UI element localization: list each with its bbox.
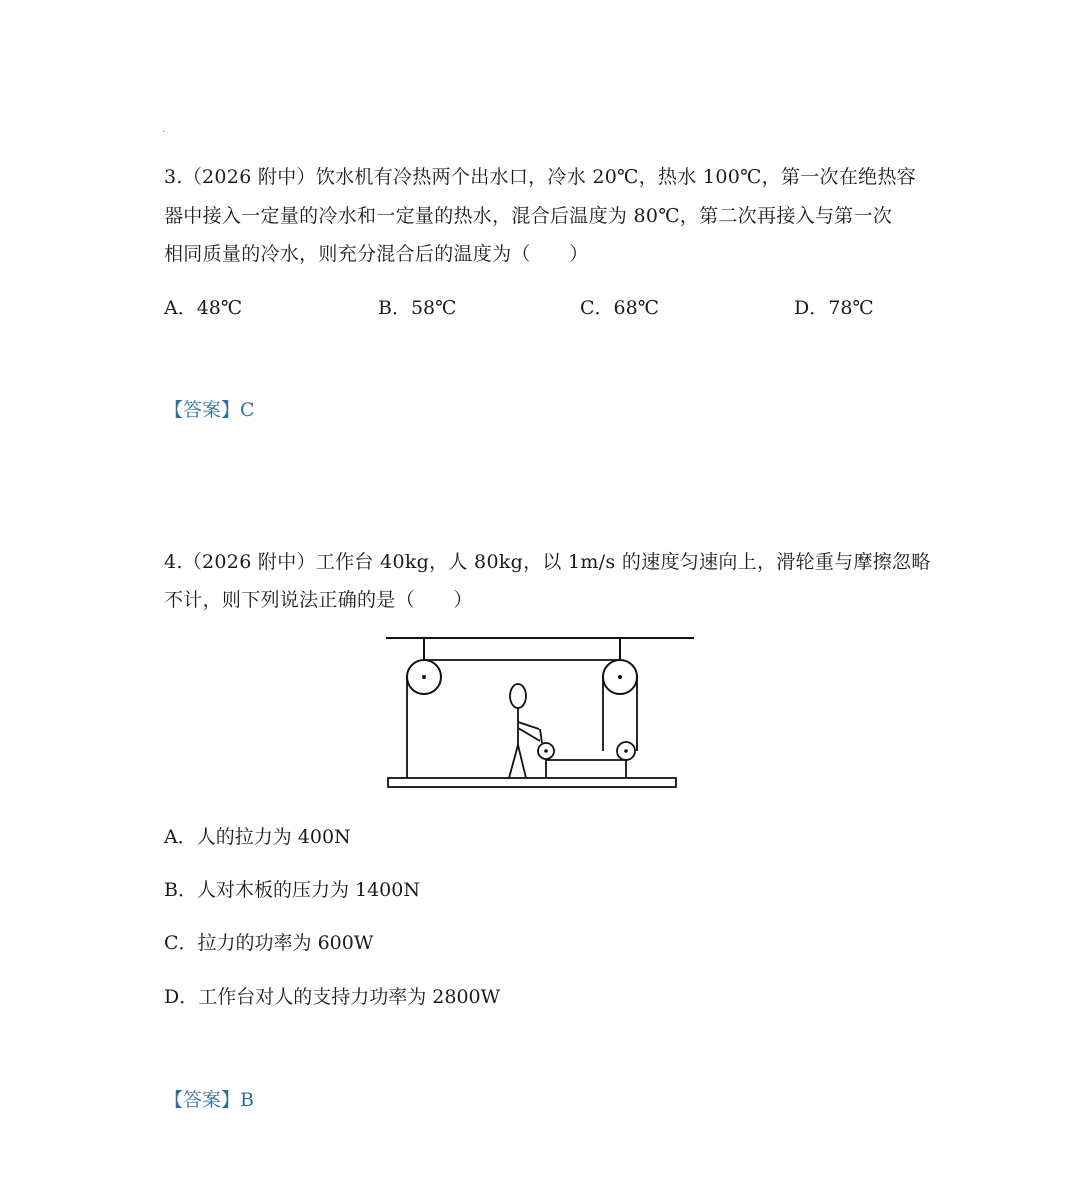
q4-stem-line-1: 4.（2026 附中）工作台 40kg，人 80kg，以 1m/s 的速度匀速向上，滑轮重与摩擦忽略 [164,551,931,573]
hand-pulley-axle [544,749,548,753]
q4-option-d: D．工作台对人的支持力功率为 2800W [164,986,501,1008]
q3-option-a: A．48℃ [164,297,243,319]
person-right-leg [518,745,526,778]
q3-stem-line-2: 器中接入一定量的冷水和一定量的热水，混合后温度为 80℃，第二次再接入与第一次 [164,205,893,227]
stray-mark: . [162,124,166,135]
q3-option-d: D．78℃ [794,297,874,319]
q4-answer: 【答案】B [164,1089,254,1111]
q4-option-a: A．人的拉力为 400N [164,826,351,848]
left-upper-pulley-axle [422,675,426,679]
person-left-leg [509,745,518,778]
q3-option-c: C．68℃ [580,297,659,319]
q3-stem-line-1: 3.（2026 附中）饮水机有冷热两个出水口，冷水 20℃，热水 100℃，第一次在绝热容 [164,166,917,188]
person-head [510,684,526,708]
lower-right-pulley-axle [624,749,628,753]
q3-option-b: B．58℃ [378,297,457,319]
q4-stem-line-2: 不计，则下列说法正确的是（ ） [164,589,473,611]
right-upper-pulley-axle [618,675,622,679]
q3-stem-line-3: 相同质量的冷水，则充分混合后的温度为（ ） [164,243,589,265]
person-upper-arm [518,722,539,729]
person-lower-arm [518,728,540,741]
q3-answer: 【答案】C [164,399,255,421]
pulley-diagram [384,630,704,794]
q4-option-c: C．拉力的功率为 600W [164,932,374,954]
person-hands [540,729,542,743]
q4-option-b: B．人对木板的压力为 1400N [164,879,420,901]
work-platform [388,778,676,787]
